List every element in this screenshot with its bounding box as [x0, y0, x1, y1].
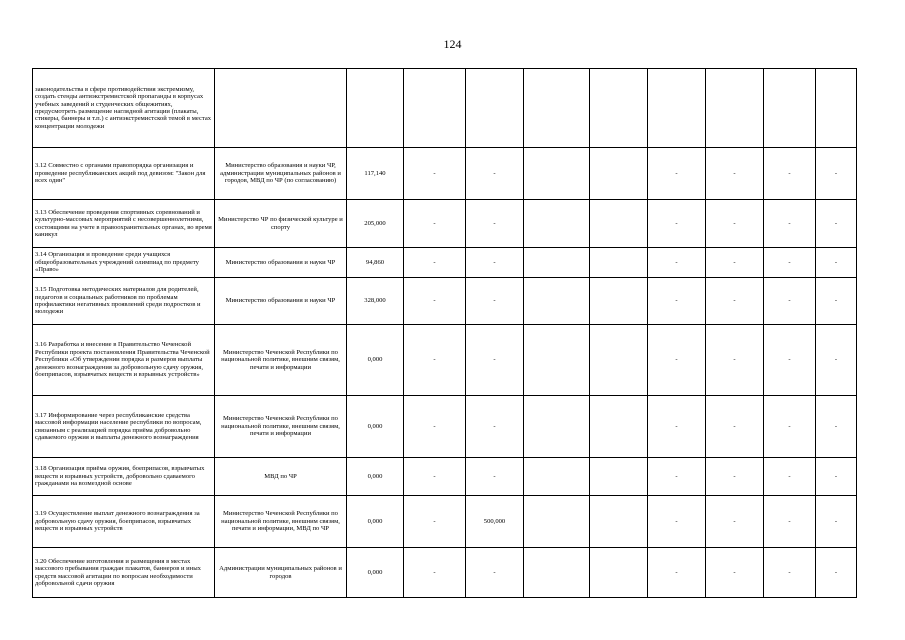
event-description-cell: 3.16 Разработка и внесение в Правительство Чеченской Республики проекта постановления Правительства Чеченской Республики «Об утверждении порядка и размеров выплаты денежного вознаграждения за добровольную сдачу оружия, боеприпасов, взрывчатых веществ и взрывных устройств»	[33, 325, 215, 396]
funding-cell: -	[816, 200, 857, 248]
event-description-cell: 3.19 Осуществление выплат денежного вознаграждения за добровольную сдачу оружия, боеприпасов, взрывчатых веществ и взрывных устройств	[33, 496, 215, 548]
funding-cell: -	[648, 248, 706, 278]
funding-cell: -	[648, 396, 706, 458]
executor-cell: Министерство ЧР по физической культуре и спорту	[215, 200, 347, 248]
funding-cell: -	[764, 200, 816, 248]
funding-cell: -	[466, 148, 524, 200]
executor-cell: Министерство Чеченской Республики по национальной политике, внешним связям, печати и информации	[215, 396, 347, 458]
event-description-cell: 3.13 Обеспечение проведения спортивных соревнований и культурно-массовых мероприятий с несовершеннолетними, состоящими на учете в правоохранительных органах, во время каникул	[33, 200, 215, 248]
funding-cell: -	[764, 548, 816, 598]
total-funding-cell: 328,000	[347, 278, 404, 325]
total-funding-cell	[347, 69, 404, 148]
executor-cell: Министерство образования и науки ЧР	[215, 248, 347, 278]
funding-cell	[524, 148, 590, 200]
event-description-cell: 3.14 Организация и проведение среди учащихся общеобразовательных учреждений олимпиад по предмету «Право»	[33, 248, 215, 278]
funding-cell: -	[764, 148, 816, 200]
funding-cell: -	[764, 325, 816, 396]
table-body	[33, 69, 857, 598]
funding-cell: -	[648, 325, 706, 396]
funding-cell: -	[706, 396, 764, 458]
funding-cell: -	[816, 548, 857, 598]
funding-cell: -	[816, 496, 857, 548]
funding-cell: -	[648, 458, 706, 496]
funding-cell: -	[816, 325, 857, 396]
funding-cell	[404, 69, 466, 148]
funding-cell: -	[404, 248, 466, 278]
funding-cell: -	[706, 548, 764, 598]
executor-cell: Министерство образования и науки ЧР	[215, 278, 347, 325]
total-funding-cell: 0,000	[347, 458, 404, 496]
funding-cell: -	[764, 248, 816, 278]
event-description-cell: 3.18 Организация приёма оружия, боеприпасов, взрывчатых веществ и взрывных устройств, добровольно сдаваемого гражданами на возмездной основе	[33, 458, 215, 496]
table-row	[33, 69, 857, 148]
funding-cell	[524, 548, 590, 598]
executor-cell: МВД по ЧР	[215, 458, 347, 496]
table-row	[33, 458, 857, 496]
event-description-cell: 3.12 Совместно с органами правопорядка организация и проведение республиканских акций под девизом: "Закон для всех один"	[33, 148, 215, 200]
table-row	[33, 325, 857, 396]
funding-cell: -	[466, 548, 524, 598]
executor-cell: Министерство Чеченской Республики по национальной политике, внешним связям, печати и информации, МВД по ЧР	[215, 496, 347, 548]
funding-cell: -	[404, 325, 466, 396]
funding-cell: -	[764, 496, 816, 548]
funding-cell: -	[764, 458, 816, 496]
executor-cell: Министерство образования и науки ЧР, администрации муниципальных районов и городов, МВД по ЧР (по согласованию)	[215, 148, 347, 200]
funding-cell: -	[706, 278, 764, 325]
page-number: 124	[443, 37, 462, 51]
funding-cell: -	[706, 200, 764, 248]
funding-cell	[648, 69, 706, 148]
funding-cell: -	[404, 200, 466, 248]
total-funding-cell: 0,000	[347, 325, 404, 396]
funding-cell: -	[816, 248, 857, 278]
table-row	[33, 200, 857, 248]
funding-cell: -	[466, 200, 524, 248]
funding-cell: -	[648, 200, 706, 248]
executor-cell: Министерство Чеченской Республики по национальной политике, внешним связям, печати и информации	[215, 325, 347, 396]
event-description-cell: законодательства в сфере противодействия экстремизму, создать стенды антиэкстремистской пропаганды в корпусах учебных заведений и студенческих общежитиях, предусмотреть размещение наглядной агитации (плакаты, стикеры, баннеры и т.п.) с антиэкстремистской темой в местах концентрации молодежи	[33, 69, 215, 148]
funding-cell: -	[466, 396, 524, 458]
funding-cell	[590, 458, 648, 496]
funding-cell: -	[466, 248, 524, 278]
funding-cell: -	[404, 396, 466, 458]
funding-cell: 500,000	[466, 496, 524, 548]
funding-cell: -	[404, 148, 466, 200]
funding-cell: -	[648, 148, 706, 200]
funding-cell	[524, 69, 590, 148]
table-row	[33, 548, 857, 598]
funding-cell: -	[404, 278, 466, 325]
table-row	[33, 248, 857, 278]
funding-cell: -	[404, 548, 466, 598]
funding-cell: -	[706, 248, 764, 278]
total-funding-cell: 0,000	[347, 548, 404, 598]
total-funding-cell: 205,000	[347, 200, 404, 248]
funding-cell	[764, 69, 816, 148]
funding-cell: -	[706, 148, 764, 200]
funding-cell	[590, 325, 648, 396]
funding-cell: -	[466, 325, 524, 396]
table-row	[33, 278, 857, 325]
funding-cell	[524, 278, 590, 325]
funding-cell	[590, 200, 648, 248]
funding-cell: -	[816, 278, 857, 325]
total-funding-cell: 0,000	[347, 496, 404, 548]
funding-cell	[590, 248, 648, 278]
table-row	[33, 396, 857, 458]
total-funding-cell: 94,860	[347, 248, 404, 278]
funding-cell	[590, 496, 648, 548]
funding-cell: -	[648, 496, 706, 548]
event-description-cell: 3.15 Подготовка методических материалов для родителей, педагогов и социальных работников по проблемам профилактики негативных проявлений среди подростков и молодежи	[33, 278, 215, 325]
total-funding-cell: 0,000	[347, 396, 404, 458]
executor-cell	[215, 69, 347, 148]
funding-cell: -	[816, 396, 857, 458]
funding-cell: -	[706, 325, 764, 396]
funding-cell	[524, 458, 590, 496]
funding-cell	[524, 325, 590, 396]
funding-cell	[590, 148, 648, 200]
event-description-cell: 3.20 Обеспечение изготовления и размещения в местах массового пребывания граждан плакатов, баннеров и иных средств массовой агитации по вопросам необходимости добровольной сдачи оружия	[33, 548, 215, 598]
funding-cell	[706, 69, 764, 148]
funding-cell	[524, 496, 590, 548]
funding-cell: -	[404, 458, 466, 496]
funding-cell: -	[466, 458, 524, 496]
funding-cell: -	[816, 148, 857, 200]
table-row	[33, 148, 857, 200]
funding-cell	[524, 200, 590, 248]
funding-cell	[590, 396, 648, 458]
funding-cell: -	[404, 496, 466, 548]
funding-cell	[466, 69, 524, 148]
total-funding-cell: 117,140	[347, 148, 404, 200]
funding-cell: -	[648, 278, 706, 325]
funding-cell: -	[764, 278, 816, 325]
funding-cell	[524, 248, 590, 278]
funding-cell: -	[466, 278, 524, 325]
funding-cell: -	[706, 458, 764, 496]
funding-cell: -	[706, 496, 764, 548]
funding-cell: -	[648, 548, 706, 598]
funding-cell	[590, 548, 648, 598]
funding-cell	[816, 69, 857, 148]
table-row	[33, 496, 857, 548]
program-activities-table	[32, 68, 857, 598]
funding-cell: -	[764, 396, 816, 458]
executor-cell: Администрации муниципальных районов и городов	[215, 548, 347, 598]
funding-cell	[590, 278, 648, 325]
funding-cell: -	[816, 458, 857, 496]
funding-cell	[524, 396, 590, 458]
funding-cell	[590, 69, 648, 148]
event-description-cell: 3.17 Информирование через республиканские средства массовой информации население республики по вопросам, связанным с реализацией порядка приёма добровольно сдаваемого оружия и выплаты денежного вознаграждения	[33, 396, 215, 458]
